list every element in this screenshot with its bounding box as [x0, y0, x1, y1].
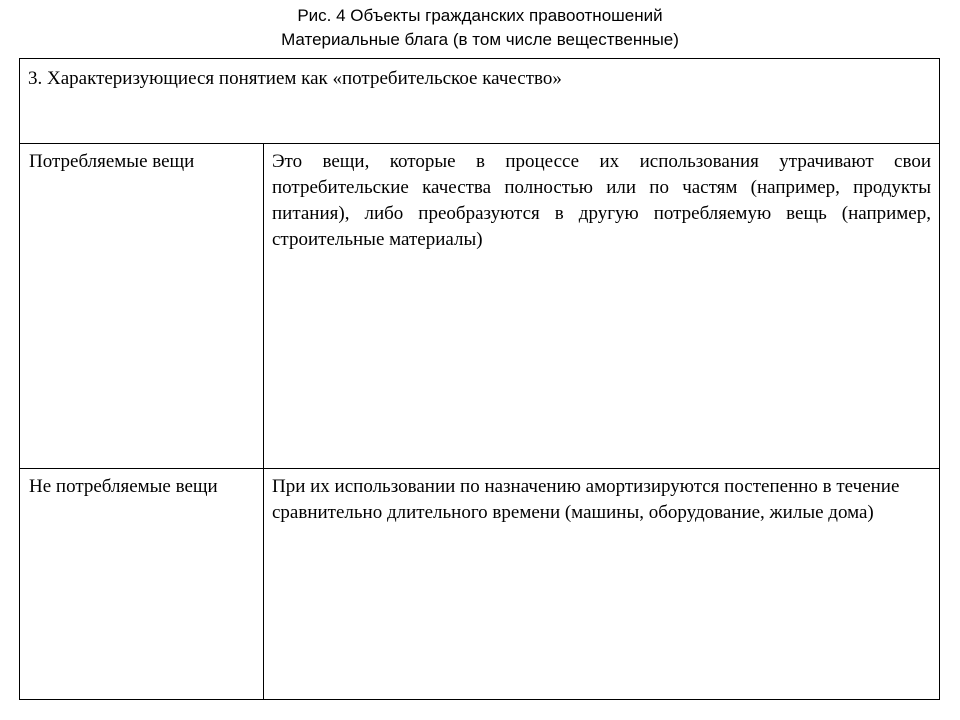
- table-row: [20, 469, 939, 699]
- figure-caption: [0, 4, 960, 52]
- term-cell: [20, 144, 264, 468]
- classification-table: [19, 58, 940, 700]
- term-label: Не потребляемые вещи: [29, 476, 218, 497]
- definition-cell: [264, 144, 939, 468]
- definition-cell: [264, 469, 939, 699]
- definition-text: При их использовании по назначению амортизируются постепенно в течение сравнительно длительного времени (машины, оборудование, жилые дома): [272, 476, 900, 523]
- caption-title: Рис. 4 Объекты гражданских правоотношений: [297, 6, 663, 25]
- table-header-text: 3. Характеризующиеся понятием как «потребительское качество»: [28, 68, 562, 89]
- term-cell: [20, 469, 264, 699]
- caption-subtitle: Материальные блага (в том числе вещественные): [281, 30, 679, 49]
- table-row: [20, 144, 939, 469]
- table-header-row: [20, 59, 939, 144]
- term-label: Потребляемые вещи: [29, 151, 195, 172]
- definition-text: Это вещи, которые в процессе их использования утрачивают свои потребительские качества полностью или по частям (например, продукты питания), либо преобразуются в другую потребляемую вещь (например, строительные материалы): [272, 151, 931, 250]
